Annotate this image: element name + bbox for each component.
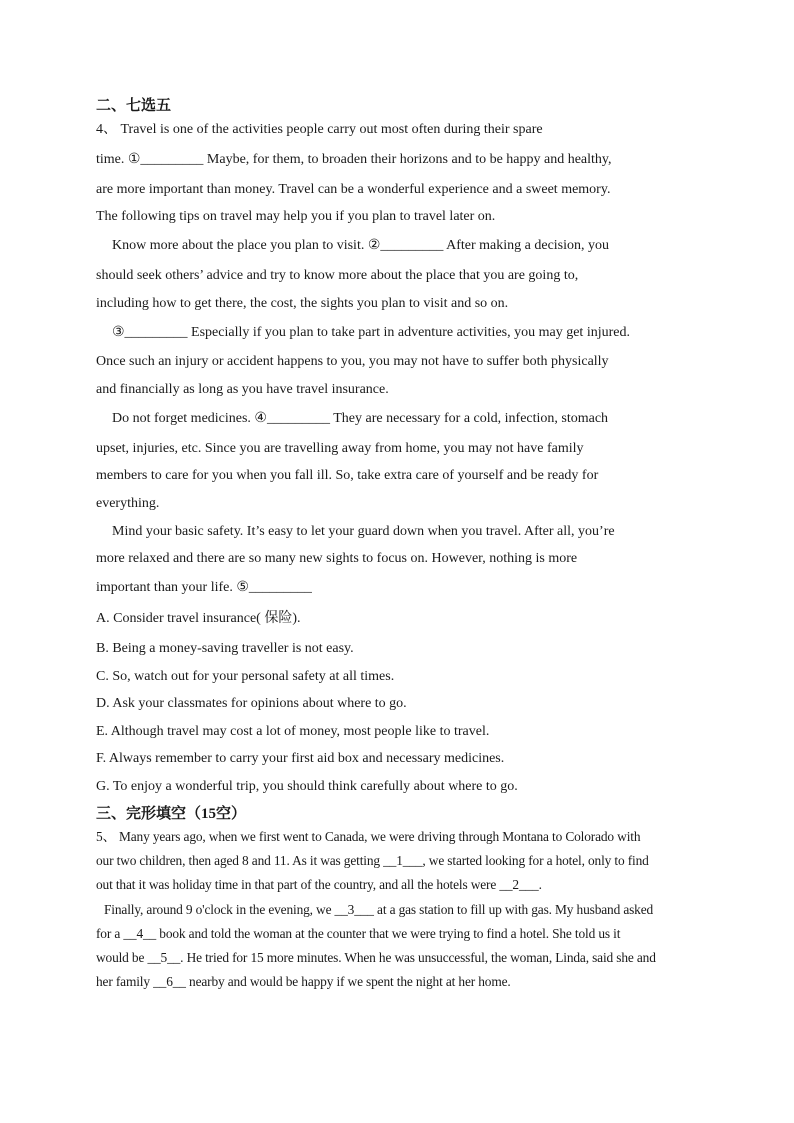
passage-line: ③_________ Especially if you plan to take part in adventure activities, you may get injured. — [112, 325, 630, 340]
option-b: B. Being a money-saving traveller is not easy. — [96, 641, 354, 656]
passage-line: Once such an injury or accident happens to you, you may not have to suffer both physically — [96, 354, 609, 369]
cloze-line: our two children, then aged 8 and 11. As it was getting __1___, we started looking for a hotel, only to find — [96, 853, 649, 868]
cloze-line: Finally, around 9 o'clock in the evening, we __3___ at a gas station to fill up with gas. My husband asked — [104, 902, 654, 917]
cloze-line: for a __4__ book and told the woman at the counter that we were trying to find a hotel. She told us it — [96, 926, 621, 941]
option-f: F. Always remember to carry your first aid box and necessary medicines. — [96, 751, 505, 766]
passage-line: time. ①_________ Maybe, for them, to broaden their horizons and to be happy and healthy, — [96, 152, 612, 167]
section-heading-seven-choose-five: 二、七选五 — [96, 98, 172, 114]
passage-line: more relaxed and there are so many new sights to focus on. However, nothing is more — [96, 551, 578, 566]
option-e: E. Although travel may cost a lot of money, most people like to travel. — [96, 724, 490, 739]
option-d: D. Ask your classmates for opinions about where to go. — [96, 696, 407, 711]
passage-line: Mind your basic safety. It’s easy to let your guard down when you travel. After all, you’re — [112, 524, 615, 539]
passage-line: The following tips on travel may help you if you plan to travel later on. — [96, 209, 496, 224]
passage-line: 4、 Travel is one of the activities people carry out most often during their spare — [96, 122, 543, 137]
passage-line: everything. — [96, 496, 160, 511]
cloze-line: 5、 Many years ago, when we first went to Canada, we were driving through Montana to Colorado with — [96, 829, 641, 844]
passage-line: members to care for you when you fall ill. So, take extra care of yourself and be ready for — [96, 468, 599, 483]
passage-line: are more important than money. Travel can be a wonderful experience and a sweet memory. — [96, 182, 611, 197]
cloze-line: her family __6__ nearby and would be happy if we spent the night at her home. — [96, 974, 511, 989]
passage-line: Do not forget medicines. ④_________ They are necessary for a cold, infection, stomach — [112, 411, 609, 426]
cloze-line: out that it was holiday time in that part of the country, and all the hotels were __2___. — [96, 877, 542, 892]
passage-line: important than your life. ⑤_________ — [96, 580, 312, 595]
option-a: A. Consider travel insurance( 保险). — [96, 611, 301, 626]
passage-line: Know more about the place you plan to visit. ②_________ After making a decision, you — [112, 238, 610, 253]
cloze-line: would be __5__. He tried for 15 more minutes. When he was unsuccessful, the woman, Linda, said she and — [96, 950, 656, 965]
section-heading-cloze: 三、完形填空（15空） — [96, 806, 247, 822]
option-g: G. To enjoy a wonderful trip, you should think carefully about where to go. — [96, 779, 518, 794]
passage-line: including how to get there, the cost, the sights you plan to visit and so on. — [96, 296, 509, 311]
passage-line: and financially as long as you have travel insurance. — [96, 382, 389, 397]
option-c: C. So, watch out for your personal safety at all times. — [96, 669, 395, 684]
passage-line: upset, injuries, etc. Since you are travelling away from home, you may not have family — [96, 441, 584, 456]
passage-line: should seek others’ advice and try to know more about the place that you are going to, — [96, 268, 579, 283]
